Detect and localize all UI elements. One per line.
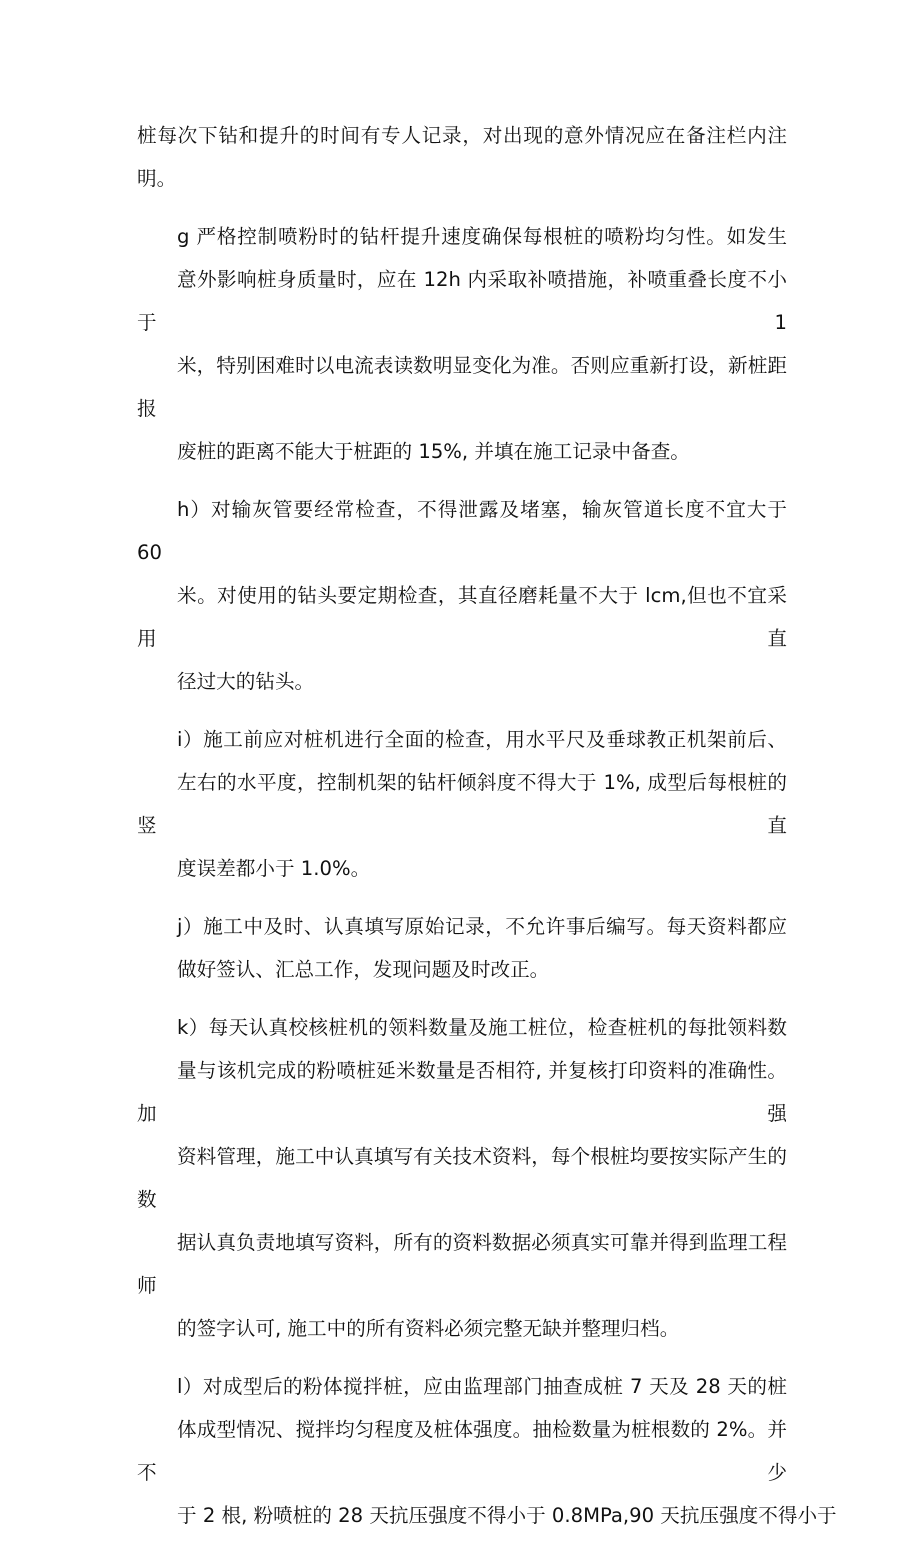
text-line: 米，特别困难时以电流表读数明显变化为准。否则应重新打设，新桩距报 xyxy=(137,354,787,420)
text-line: 据认真负责地填写资料，所有的资料数据必须真实可靠并得到监理工程师 xyxy=(137,1231,787,1297)
text-line: 的签字认可, 施工中的所有资料必须完整无缺并整理归档。 xyxy=(177,1317,680,1340)
paragraph xyxy=(137,1365,837,1537)
paragraph xyxy=(137,1006,787,1350)
paragraph xyxy=(137,215,787,473)
paragraph xyxy=(137,488,787,703)
text-line: 资料管理，施工中认真填写有关技术资料，每个根桩均要按实际产生的数 xyxy=(137,1145,787,1211)
body-text xyxy=(137,114,837,1552)
text-line: 桩每次下钻和提升的时间有专人记录，对出现的意外情况应在备注栏内注 xyxy=(137,124,787,147)
text-line: 径过大的钻头。 xyxy=(177,670,315,693)
paragraph xyxy=(137,114,787,200)
paragraph xyxy=(137,718,787,890)
text-line: 意外影响桩身质量时，应在 12h 内采取补喷措施，补喷重叠长度不小于 1 xyxy=(137,268,787,334)
text-line: j）施工中及时、认真填写原始记录，不允许事后编写。每天资料都应 xyxy=(177,915,787,938)
text-line: l）对成型后的粉体搅拌桩，应由监理部门抽查成桩 7 天及 28 天的桩 xyxy=(177,1375,787,1398)
text-line: 体成型情况、搅拌均匀程度及桩体强度。抽检数量为桩根数的 2%。并不少 xyxy=(137,1418,787,1484)
text-line: h）对输灰管要经常检查，不得泄露及堵塞，输灰管道长度不宜大于 60 xyxy=(137,498,787,564)
text-line: 于 2 根, 粉喷桩的 28 天抗压强度不得小于 0.8MPa,90 天抗压强度不得小于 xyxy=(177,1504,837,1527)
text-line: 米。对使用的钻头要定期检查，其直径磨耗量不大于 lcm,但也不宜采用直 xyxy=(137,584,787,650)
text-line: i）施工前应对桩机进行全面的检查，用水平尺及垂球教正机架前后、 xyxy=(177,728,787,751)
text-line: k）每天认真校核桩机的领料数量及施工桩位，检查桩机的每批领料数 xyxy=(177,1016,787,1039)
text-line: 度误差都小于 1.0%。 xyxy=(177,857,371,880)
paragraph xyxy=(137,905,787,991)
text-line: 左右的水平度，控制机架的钻杆倾斜度不得大于 1%, 成型后每根桩的竖直 xyxy=(137,771,787,837)
text-line: 做好签认、汇总工作，发现问题及时改正。 xyxy=(177,958,550,981)
text-line: g 严格控制喷粉时的钻杆提升速度确保每根桩的喷粉均匀性。如发生 xyxy=(177,225,787,248)
text-line: 量与该机完成的粉喷桩延米数量是否相符, 并复核打印资料的准确性。加强 xyxy=(137,1059,787,1125)
text-line: 明。 xyxy=(137,167,177,190)
text-line: 废桩的距离不能大于桩距的 15%, 并填在施工记录中备查。 xyxy=(177,440,690,463)
